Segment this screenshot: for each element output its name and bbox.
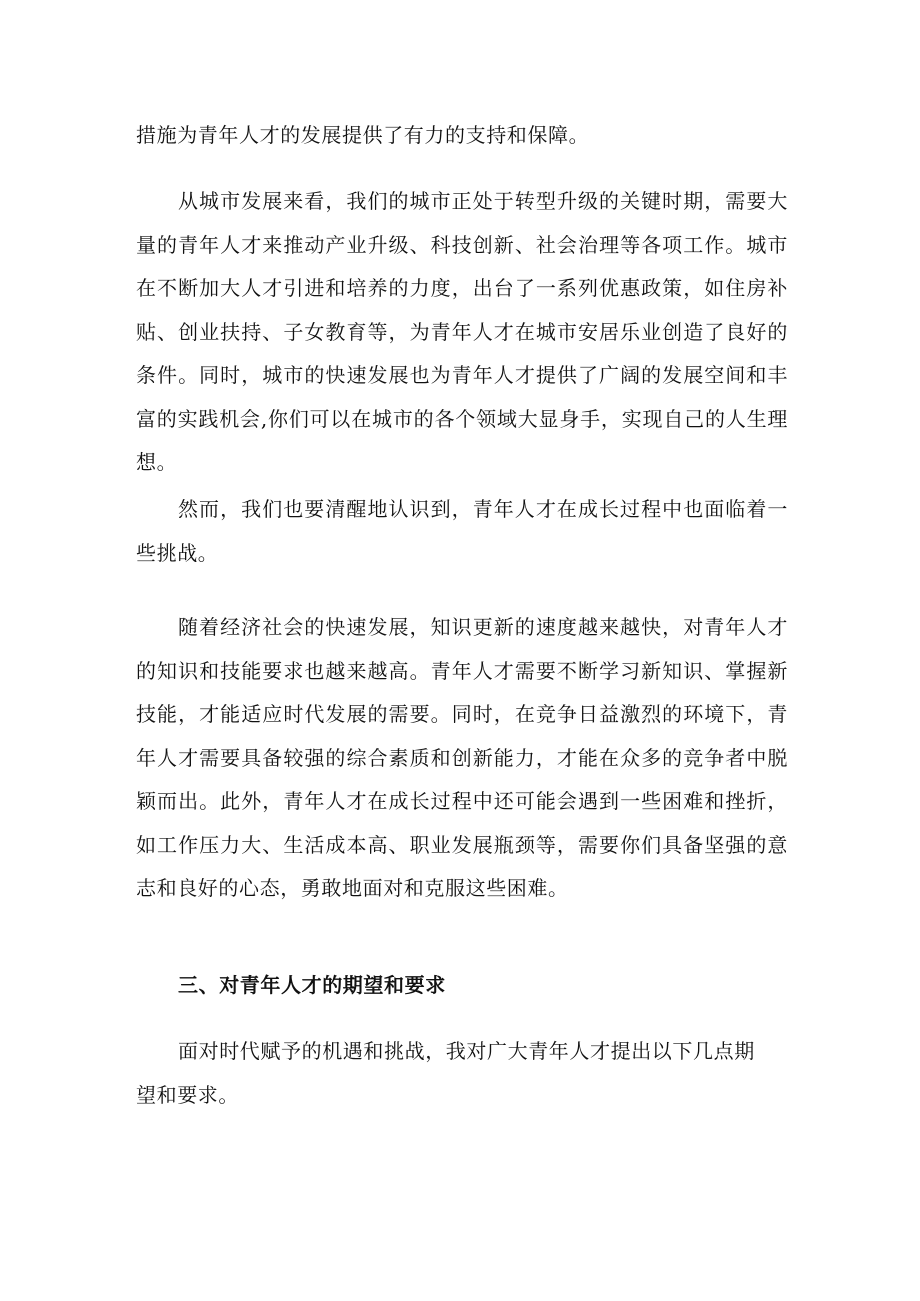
closing-paragraph-line2: 望和要求。 [136,1083,239,1107]
paragraph-challenges-detail: 随着经济社会的快速发展，知识更新的速度越来越快，对青年人才的知识和技能要求也越来越高。青年人才需要不断学习新知识、掌握新技能，才能适应时代发展的需要。同时，在竞争日益激烈的环境下，青年人才需要具备较强的综合素质和创新能力，才能在众多的竞争者中脱颖而出。此外，青年人才在成长过程中还可能会遇到一些困难和挫折，如工作压力大、生活成本高、职业发展瓶颈等，需要你们具备坚强的意志和良好的心态，勇敢地面对和克服这些困难。 [136,615,788,900]
closing-paragraph-line1: 面对时代赋予的机遇和挑战，我对广大青年人才提出以下几点期 [178,1039,755,1063]
paragraph-continuation: 措施为青年人才的发展提供了有力的支持和保障。 [136,123,590,147]
section-heading: 三、对青年人才的期望和要求 [178,973,446,997]
paragraph-city-development: 从城市发展来看，我们的城市正处于转型升级的关键时期，需要大量的青年人才来推动产业升级、科技创新、社会治理等各项工作。城市在不断加大人才引进和培养的力度，出台了一系列优惠政策，如住房补贴、创业扶持、子女教育等，为青年人才在城市安居乐业创造了良好的条件。同时，城市的快速发展也为青年人才提供了广阔的发展空间和丰富的实践机会,你们可以在城市的各个领域大显身手，实现自己的人生理想。 [136,189,788,474]
paragraph-challenges-intro: 然而，我们也要清醒地认识到，青年人才在成长过程中也面临着一些挑战。 [136,497,788,565]
